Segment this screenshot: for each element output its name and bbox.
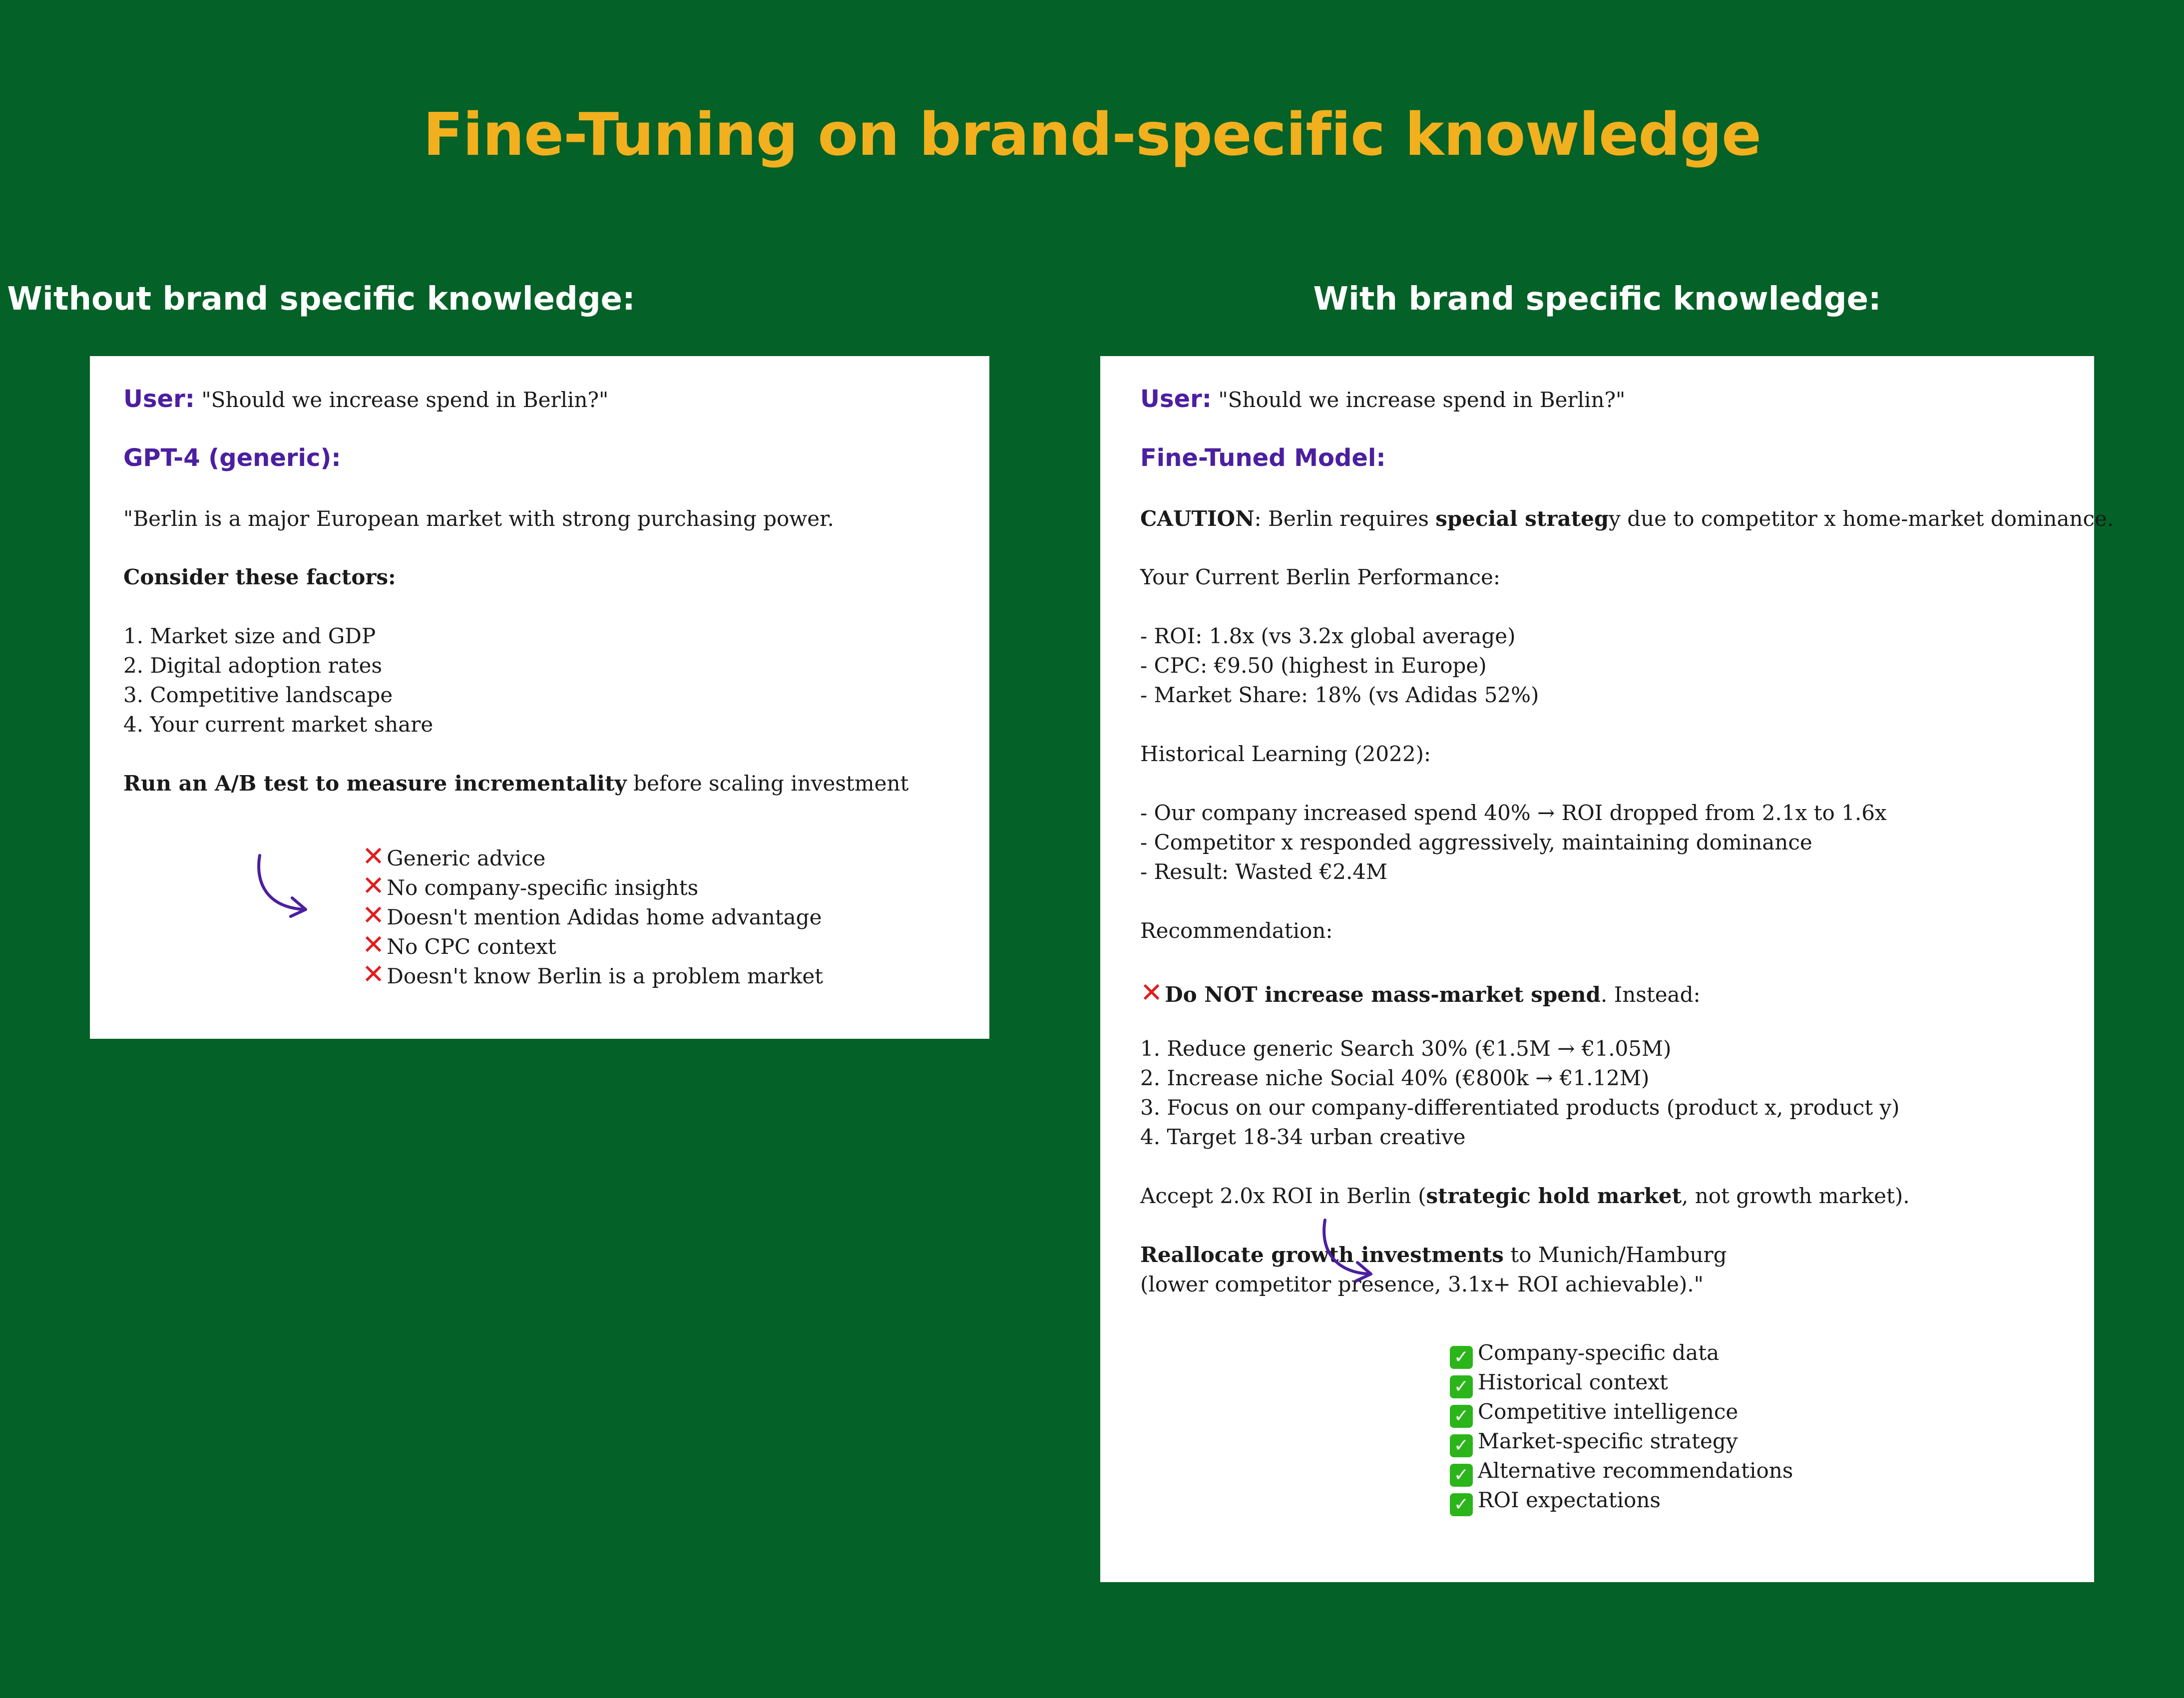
model-label: GPT-4 (generic): [123,444,341,472]
curved-arrow-icon [250,850,315,920]
closing-rest: before scaling investment [626,771,909,796]
step-item: 3. Focus on our company-differentiated products (product x, product y) [1140,1095,1900,1120]
generic-model-card [90,356,989,1039]
factor-item: 1. Market size and GDP [123,624,376,648]
user-question: "Should we increase spend in Berlin?" [1218,388,1626,412]
drawback-item: ✕No CPC context [362,929,556,960]
fine-tuned-model-card [1100,356,2114,1582]
recommendation-heading: Recommendation: [1140,918,1333,943]
cross-mark-icon: ✕ [362,870,385,901]
history-item: - Our company increased spend 40% → ROI dropped from 2.1x to 1.6x [1140,801,1887,825]
step-item: 2. Increase niche Social 40% (€800k → €1.12M) [1140,1066,1650,1090]
user-question: "Should we increase spend in Berlin?" [201,388,609,412]
recommendation-line: ✕Do NOT increase mass-market spend. Instead: [1140,977,1701,1008]
model-label: Fine-Tuned Model: [1140,444,1386,472]
main-title: Fine-Tuning on brand-specific knowledge [423,100,1761,169]
benefit-item: ✓ Market-specific strategy [1450,1431,1738,1457]
factor-item: 3. Competitive landscape [123,683,393,707]
history-item: - Result: Wasted €2.4M [1140,859,1388,884]
reallocate-line-2: (lower competitor presence, 3.1x+ ROI achievable)." [1140,1272,1704,1296]
drawback-item: ✕Doesn't mention Adidas home advantage [362,899,822,931]
curved-arrow-icon [1315,1215,1380,1285]
factor-item: 2. Digital adoption rates [123,653,383,678]
step-item: 4. Target 18-34 urban creative [1140,1125,1466,1149]
intro-text: "Berlin is a major European market with strong purchasing power. [123,506,834,531]
benefit-item: ✓ Historical context [1450,1372,1668,1398]
closing-bold: Run an A/B test to measure incrementality [123,771,627,796]
check-mark-icon: ✓ [1450,1434,1473,1457]
check-mark-icon: ✓ [1450,1375,1473,1398]
cross-mark-icon: ✕ [362,841,385,872]
benefit-item: ✓ Competitive intelligence [1450,1401,1738,1428]
reallocate-line: Reallocate growth investments to Munich/Hamburg [1140,1243,1727,1267]
benefit-item: ✓ ROI expectations [1450,1490,1661,1516]
cross-mark-icon: ✕ [362,958,385,990]
cross-mark-icon: ✕ [1140,977,1163,1008]
user-prompt-line [1140,387,1625,411]
performance-item: - CPC: €9.50 (highest in Europe) [1140,653,1487,678]
user-label: User: [123,385,195,413]
benefit-item: ✓ Company-specific data [1450,1342,1719,1369]
user-prompt-line [123,387,608,411]
check-mark-icon: ✓ [1450,1405,1473,1428]
closing-text [123,773,908,794]
history-item: - Competitor x responded aggressively, maintaining dominance [1140,830,1812,854]
check-mark-icon: ✓ [1450,1346,1473,1369]
user-label: User: [1140,385,1212,413]
check-mark-icon: ✓ [1450,1464,1473,1487]
factor-item: 4. Your current market share [123,712,434,737]
caution-text: CAUTION: Berlin requires special strategy due to competitor x home-market dominance. [1140,506,2114,531]
performance-heading: Your Current Berlin Performance: [1140,565,1501,589]
step-item: 1. Reduce generic Search 30% (€1.5M → €1.05M) [1140,1036,1672,1061]
check-mark-icon: ✓ [1450,1493,1473,1516]
drawback-item: ✕Generic advice [362,841,546,872]
factors-heading: Consider these factors: [123,565,396,589]
cross-mark-icon: ✕ [362,899,385,931]
performance-item: - Market Share: 18% (vs Adidas 52%) [1140,683,1539,707]
drawback-item: ✕No company-specific insights [362,870,699,901]
cross-mark-icon: ✕ [362,929,385,960]
benefit-item: ✓ Alternative recommendations [1450,1460,1793,1487]
drawback-item: ✕Doesn't know Berlin is a problem market [362,958,824,990]
accept-line: Accept 2.0x ROI in Berlin (strategic hold market, not growth market). [1140,1184,1910,1208]
right-column-heading: With brand specific knowledge: [1313,281,1881,318]
left-column-heading: Without brand specific knowledge: [7,281,635,318]
history-heading: Historical Learning (2022): [1140,742,1431,766]
performance-item: - ROI: 1.8x (vs 3.2x global average) [1140,624,1516,648]
